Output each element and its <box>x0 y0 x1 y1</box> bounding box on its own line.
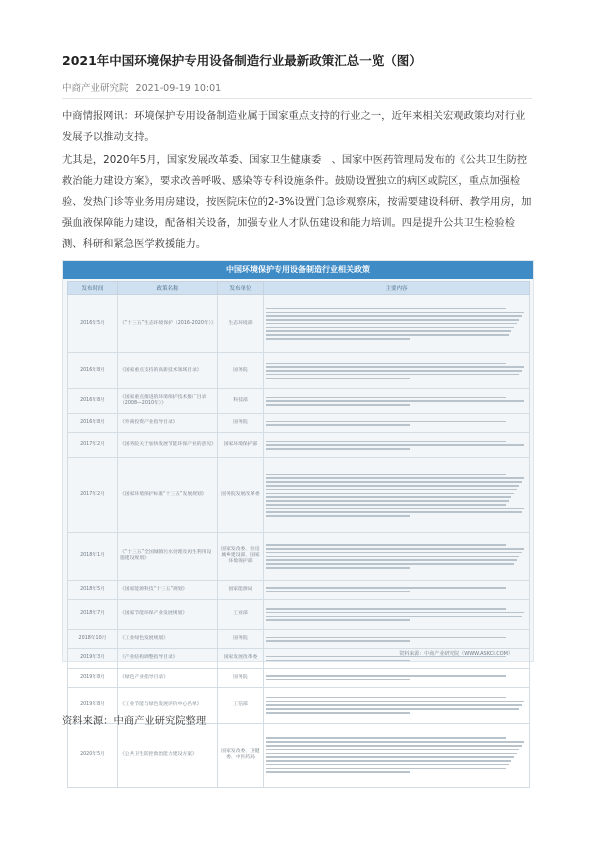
text-line-placeholder <box>266 619 410 621</box>
cell-policy-name: 《国家重点支持的高新技术领域目录》 <box>118 353 218 389</box>
table-row <box>68 353 530 389</box>
cell-content-illegible <box>264 580 530 599</box>
text-line-placeholder <box>266 481 522 483</box>
cell-department: 国家环境保护部 <box>218 433 264 458</box>
column-header: 发布时间 <box>68 282 118 295</box>
cell-department: 国家发展改革委 <box>218 649 264 668</box>
text-line-placeholder <box>266 764 509 766</box>
cell-department: 国家发改委、住房城乡建设部、国家环境保护部 <box>218 533 264 580</box>
cell-policy-name: 《国务院关于加快发展节能环保产业的意见》 <box>118 433 218 458</box>
text-line-placeholder <box>266 679 410 681</box>
cell-date: 2019年3月 <box>68 649 118 668</box>
text-line-placeholder <box>266 760 511 762</box>
cell-date: 2018年10月 <box>68 630 118 649</box>
cell-content-illegible <box>264 389 530 414</box>
table-row <box>68 599 530 629</box>
column-header: 政策名称 <box>118 282 218 295</box>
text-line-placeholder <box>266 448 410 450</box>
text-line-placeholder <box>266 424 410 426</box>
cell-policy-name: 《国家环境保护标准“十三五”发展规划》 <box>118 458 218 533</box>
text-line-placeholder <box>266 319 519 321</box>
article-title: 2021年中国环境保护专用设备制造行业最新政策汇总一览（图） <box>62 53 422 68</box>
text-line-placeholder <box>266 444 524 446</box>
cell-policy-name: 《工业节能与绿色发展评价中心名单》 <box>118 687 218 723</box>
text-line-placeholder <box>266 745 522 747</box>
text-line-placeholder <box>266 768 506 770</box>
text-line-placeholder <box>266 608 506 610</box>
text-line-placeholder <box>266 675 506 677</box>
text-line-placeholder <box>266 315 522 317</box>
text-line-placeholder <box>266 485 519 487</box>
cell-date: 2016年8月 <box>68 389 118 414</box>
text-line-placeholder <box>266 756 514 758</box>
column-header: 发布单位 <box>218 282 264 295</box>
text-line-placeholder <box>266 312 524 314</box>
text-line-placeholder <box>266 660 410 662</box>
table-row <box>68 580 530 599</box>
cell-date: 2017年2月 <box>68 458 118 533</box>
text-line-placeholder <box>266 330 511 332</box>
cell-policy-name: 《产业结构调整指导目录》 <box>118 649 218 668</box>
text-line-placeholder <box>266 616 522 618</box>
cell-department: 工业部 <box>218 599 264 629</box>
cell-date: 2018年7月 <box>68 599 118 629</box>
cell-policy-name: 《“十三五”全国城镇污水处理及再生利用设施建设规划》 <box>118 533 218 580</box>
cell-department: 国务院 <box>218 353 264 389</box>
text-line-placeholder <box>266 397 506 399</box>
article-meta <box>62 80 225 94</box>
cell-department: 国务院 <box>218 414 264 433</box>
text-line-placeholder <box>266 753 517 755</box>
text-line-placeholder <box>266 370 522 372</box>
text-line-placeholder <box>266 712 410 714</box>
cell-date: 2016年8月 <box>68 414 118 433</box>
text-line-placeholder <box>266 327 514 329</box>
text-line-placeholder <box>266 749 519 751</box>
text-line-placeholder <box>266 548 524 550</box>
cell-content-illegible <box>264 458 530 533</box>
text-line-placeholder <box>266 552 522 554</box>
cell-policy-name: 《外商投资产业指导目录》 <box>118 414 218 433</box>
article-datetime: 2021-09-19 10:01 <box>135 83 222 94</box>
text-line-placeholder <box>266 708 519 710</box>
cell-date: 2020年5月 <box>68 723 118 787</box>
text-line-placeholder <box>266 404 410 406</box>
cell-date: 2018年5月 <box>68 580 118 599</box>
table-row <box>68 433 530 458</box>
text-line-placeholder <box>266 496 511 498</box>
cell-policy-name: 《国家重点推进的环境保护技术推广目录（2008—2010年）》 <box>118 389 218 414</box>
cell-content-illegible <box>264 687 530 723</box>
cell-department: 国务院 <box>218 630 264 649</box>
text-line-placeholder <box>266 559 517 561</box>
table-row <box>68 389 530 414</box>
table-row <box>68 414 530 433</box>
text-line-placeholder <box>266 421 506 423</box>
cell-department: 工信部 <box>218 687 264 723</box>
text-line-placeholder <box>266 704 522 706</box>
column-header: 主要内容 <box>264 282 530 295</box>
cell-content-illegible <box>264 533 530 580</box>
text-line-placeholder <box>266 737 506 739</box>
table-row <box>68 630 530 649</box>
text-line-placeholder <box>266 363 506 365</box>
text-line-placeholder <box>266 544 506 546</box>
text-line-placeholder <box>266 400 524 402</box>
cell-content-illegible <box>264 433 530 458</box>
cell-policy-name: 《公共卫生防控救治能力建设方案》 <box>118 723 218 787</box>
cell-date: 2019年8月 <box>68 668 118 687</box>
text-line-placeholder <box>266 493 514 495</box>
text-line-placeholder <box>266 489 517 491</box>
cell-date: 2016年5月 <box>68 295 118 353</box>
cell-content-illegible <box>264 668 530 687</box>
policy-table-header-row <box>68 282 530 295</box>
cell-policy-name: 《绿色产业指导目录》 <box>118 668 218 687</box>
table-row <box>68 533 530 580</box>
text-line-placeholder <box>266 338 410 340</box>
policy-table-title: 中国环境保护专用设备制造行业相关政策 <box>63 261 533 279</box>
figure-source: 资料来源：中商产业研究院（WWW.ASKCI.COM） <box>399 651 513 657</box>
cell-policy-name: 《“十三五”生态环境保护（2016-2020年）》 <box>118 295 218 353</box>
text-line-placeholder <box>266 504 506 506</box>
text-line-placeholder <box>266 515 410 517</box>
text-line-placeholder <box>266 511 522 513</box>
text-line-placeholder <box>266 323 517 325</box>
cell-department: 国家能源局 <box>218 580 264 599</box>
cell-content-illegible <box>264 353 530 389</box>
cell-date: 2017年2月 <box>68 433 118 458</box>
text-line-placeholder <box>266 477 524 479</box>
cell-policy-name: 《工业绿色发展规划》 <box>118 630 218 649</box>
article-paragraph-intro: 中商情报网讯：环境保护专用设备制造业属于国家重点支持的行业之一，近年来相关宏观政策均对行业发展予以推动支持。 <box>62 110 526 143</box>
article-source[interactable]: 中商产业研究院 <box>62 83 129 94</box>
text-line-placeholder <box>266 556 519 558</box>
cell-department: 科技部 <box>218 389 264 414</box>
cell-department: 国家发改委、卫健委、中医药局 <box>218 723 264 787</box>
cell-content-illegible <box>264 723 530 787</box>
text-line-placeholder <box>266 741 524 743</box>
cell-content-illegible <box>264 295 530 353</box>
cell-content-illegible <box>264 599 530 629</box>
table-row <box>68 295 530 353</box>
cell-policy-name: 《国家能源科技“十三五”规划》 <box>118 580 218 599</box>
cell-date: 2016年8月 <box>68 353 118 389</box>
text-line-placeholder <box>266 508 524 510</box>
cell-department: 生态环境部 <box>218 295 264 353</box>
article-paragraph-policy: 尤其是，2020年5月，国家发展改革委、国家卫生健康委 、国家中医药管理局发布的《公共卫生防控救治能力建设方案》，要求改善呼吸、感染等专科设施条件。鼓励设置独立的病区或院区，重点加强检验、发热门诊等业务用房建设，按医院床位的2-3%设置门急诊观察床，按需要建设科研、教学用房，加强血液保障能力建设，配备相关设备，加强专业人才队伍建设和能力培训。四是提升公共卫生检验检测、科研和紧急医学救援能力。 <box>62 154 532 250</box>
text-line-placeholder <box>266 378 410 380</box>
cell-department: 国务院 <box>218 668 264 687</box>
table-row <box>68 458 530 533</box>
text-line-placeholder <box>266 441 506 443</box>
cell-date: 2019年8月 <box>68 687 118 723</box>
text-line-placeholder <box>266 366 524 368</box>
cell-date: 2018年1月 <box>68 533 118 580</box>
text-line-placeholder <box>266 637 506 639</box>
table-row <box>68 723 530 787</box>
text-line-placeholder <box>266 701 524 703</box>
text-line-placeholder <box>266 697 506 699</box>
text-line-placeholder <box>266 640 410 642</box>
header-divider <box>62 98 532 99</box>
text-line-placeholder <box>266 587 506 589</box>
text-line-placeholder <box>266 567 410 569</box>
text-line-placeholder <box>266 612 524 614</box>
text-line-placeholder <box>266 308 506 310</box>
cell-content-illegible <box>264 414 530 433</box>
text-line-placeholder <box>266 563 514 565</box>
text-line-placeholder <box>266 334 509 336</box>
table-row <box>68 668 530 687</box>
text-line-placeholder <box>266 374 519 376</box>
cell-policy-name: 《国家节能环保产业发展规划》 <box>118 599 218 629</box>
text-line-placeholder <box>266 591 410 593</box>
cell-department: 国务院发展改革委 <box>218 458 264 533</box>
source-note: 资料来源：中商产业研究院整理 <box>62 715 207 727</box>
cell-content-illegible <box>264 630 530 649</box>
text-line-placeholder <box>266 771 410 773</box>
text-line-placeholder <box>266 474 506 476</box>
text-line-placeholder <box>266 500 509 502</box>
